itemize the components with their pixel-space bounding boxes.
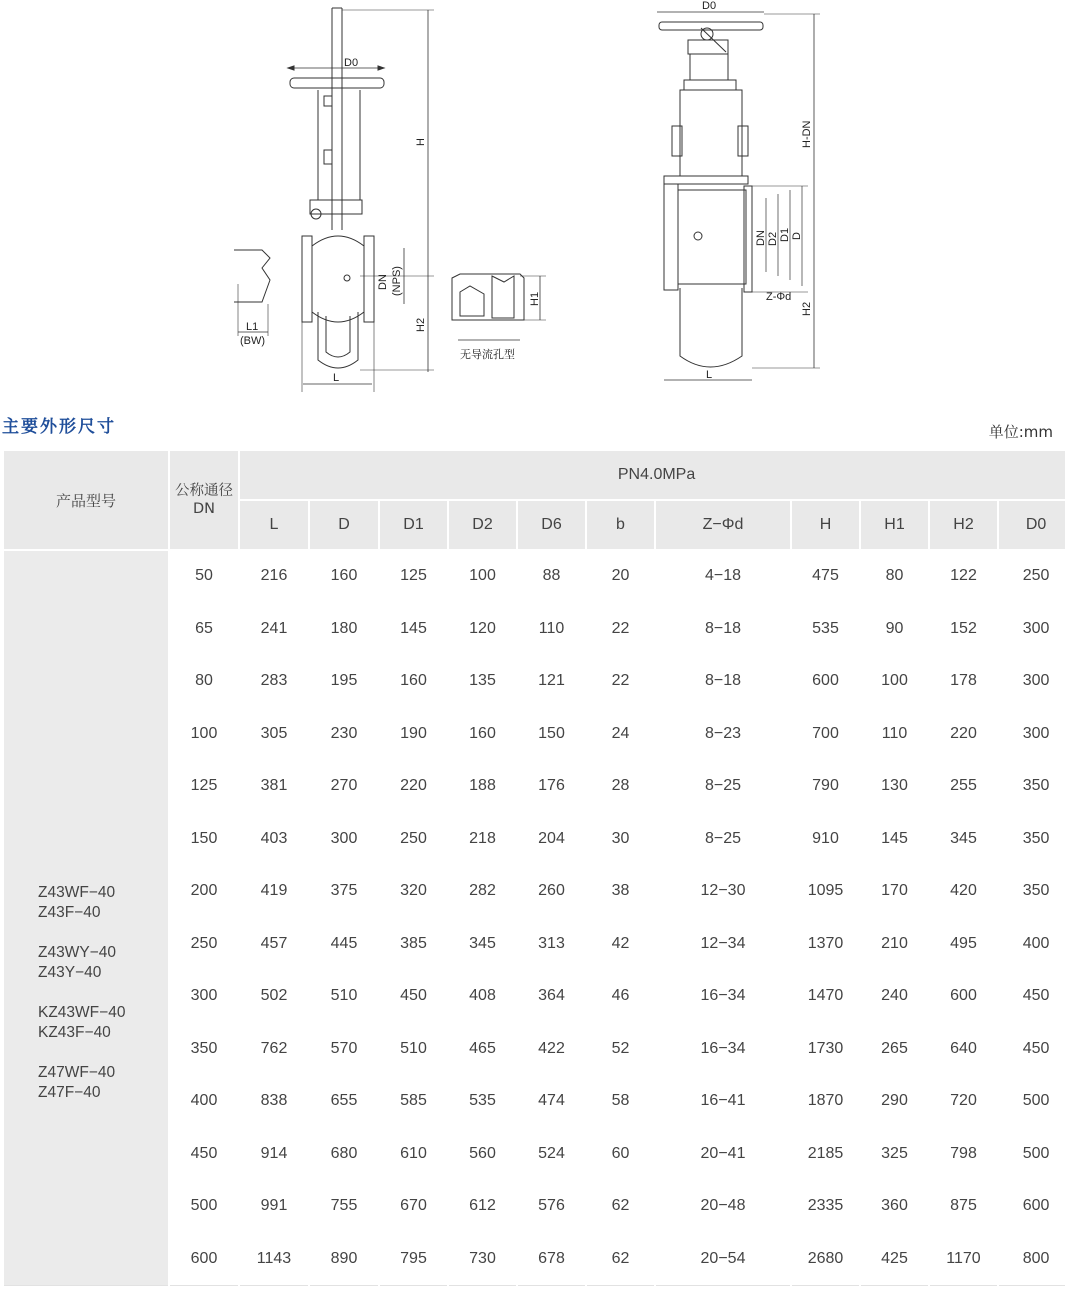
model-group bbox=[38, 883, 168, 923]
no-port-label: 无导流孔型 bbox=[460, 349, 515, 361]
value-cell: 576 bbox=[517, 1180, 586, 1233]
value-cell: 910 bbox=[791, 813, 860, 866]
dn-cell: 100 bbox=[169, 708, 239, 761]
value-cell: 422 bbox=[517, 1023, 586, 1076]
value-cell: 38 bbox=[586, 865, 655, 918]
value-cell: 88 bbox=[517, 550, 586, 603]
value-cell: 1143 bbox=[239, 1233, 309, 1286]
value-cell: 450 bbox=[998, 970, 1065, 1023]
value-cell: 16−34 bbox=[655, 1023, 791, 1076]
value-cell: 500 bbox=[998, 1075, 1065, 1128]
header-dn bbox=[169, 450, 239, 550]
value-cell: 42 bbox=[586, 918, 655, 971]
value-cell: 350 bbox=[998, 760, 1065, 813]
value-cell: 210 bbox=[860, 918, 929, 971]
valve-drawing bbox=[0, 0, 1065, 400]
value-cell: 730 bbox=[448, 1233, 517, 1286]
value-cell: 160 bbox=[309, 550, 379, 603]
value-cell: 125 bbox=[379, 550, 448, 603]
value-cell: 510 bbox=[309, 970, 379, 1023]
dim-d-right: D bbox=[791, 232, 803, 240]
value-cell: 325 bbox=[860, 1128, 929, 1181]
header-model: 产品型号 bbox=[3, 450, 169, 550]
model-cell bbox=[3, 550, 169, 1285]
dn-cell: 150 bbox=[169, 813, 239, 866]
dim-l1: L1 bbox=[246, 321, 259, 333]
value-cell: 28 bbox=[586, 760, 655, 813]
dim-h2-right: H2 bbox=[801, 301, 813, 316]
value-cell: 188 bbox=[448, 760, 517, 813]
value-cell: 220 bbox=[929, 708, 998, 761]
value-cell: 875 bbox=[929, 1180, 998, 1233]
value-cell: 475 bbox=[791, 550, 860, 603]
column-header: b bbox=[586, 500, 655, 550]
value-cell: 152 bbox=[929, 603, 998, 656]
dim-bw: (BW) bbox=[240, 335, 266, 347]
value-cell: 345 bbox=[929, 813, 998, 866]
value-cell: 1870 bbox=[791, 1075, 860, 1128]
value-cell: 120 bbox=[448, 603, 517, 656]
dn-cell: 80 bbox=[169, 655, 239, 708]
value-cell: 700 bbox=[791, 708, 860, 761]
column-header: D bbox=[309, 500, 379, 550]
dn-cell: 65 bbox=[169, 603, 239, 656]
value-cell: 655 bbox=[309, 1075, 379, 1128]
value-cell: 320 bbox=[379, 865, 448, 918]
value-cell: 535 bbox=[791, 603, 860, 656]
dim-l-right: L bbox=[706, 369, 713, 381]
value-cell: 220 bbox=[379, 760, 448, 813]
value-cell: 12−34 bbox=[655, 918, 791, 971]
value-cell: 282 bbox=[448, 865, 517, 918]
dn-cell: 450 bbox=[169, 1128, 239, 1181]
dim-dn-left: DN bbox=[377, 274, 389, 290]
value-cell: 600 bbox=[791, 655, 860, 708]
value-cell: 4−18 bbox=[655, 550, 791, 603]
value-cell: 495 bbox=[929, 918, 998, 971]
dn-cell: 250 bbox=[169, 918, 239, 971]
value-cell: 610 bbox=[379, 1128, 448, 1181]
dim-l-left: L bbox=[333, 372, 340, 384]
dim-h2-left: H2 bbox=[415, 317, 427, 332]
value-cell: 795 bbox=[379, 1233, 448, 1286]
value-cell: 300 bbox=[998, 655, 1065, 708]
dn-cell: 200 bbox=[169, 865, 239, 918]
value-cell: 62 bbox=[586, 1180, 655, 1233]
value-cell: 991 bbox=[239, 1180, 309, 1233]
value-cell: 290 bbox=[860, 1075, 929, 1128]
value-cell: 255 bbox=[929, 760, 998, 813]
value-cell: 190 bbox=[379, 708, 448, 761]
value-cell: 62 bbox=[586, 1233, 655, 1286]
value-cell: 680 bbox=[309, 1128, 379, 1181]
value-cell: 419 bbox=[239, 865, 309, 918]
value-cell: 100 bbox=[860, 655, 929, 708]
value-cell: 600 bbox=[998, 1180, 1065, 1233]
dim-zphid: Z-Φd bbox=[766, 291, 792, 303]
column-header: H1 bbox=[860, 500, 929, 550]
dim-nps-left: (NPS) bbox=[391, 266, 403, 296]
value-cell: 150 bbox=[517, 708, 586, 761]
section-title: 主要外形尺寸 bbox=[2, 417, 116, 437]
value-cell: 60 bbox=[586, 1128, 655, 1181]
value-cell: 1095 bbox=[791, 865, 860, 918]
value-cell: 145 bbox=[379, 603, 448, 656]
dim-d0-left: D0 bbox=[344, 57, 359, 69]
value-cell: 612 bbox=[448, 1180, 517, 1233]
dim-dn-right: DN bbox=[755, 230, 767, 246]
table-row bbox=[3, 550, 1065, 603]
value-cell: 400 bbox=[998, 918, 1065, 971]
value-cell: 176 bbox=[517, 760, 586, 813]
value-cell: 535 bbox=[448, 1075, 517, 1128]
value-cell: 313 bbox=[517, 918, 586, 971]
model-name: Z43F−40 bbox=[38, 903, 101, 921]
model-name: KZ43F−40 bbox=[38, 1023, 111, 1041]
value-cell: 1170 bbox=[929, 1233, 998, 1286]
value-cell: 22 bbox=[586, 655, 655, 708]
value-cell: 560 bbox=[448, 1128, 517, 1181]
value-cell: 403 bbox=[239, 813, 309, 866]
value-cell: 46 bbox=[586, 970, 655, 1023]
value-cell: 270 bbox=[309, 760, 379, 813]
value-cell: 305 bbox=[239, 708, 309, 761]
value-cell: 20−54 bbox=[655, 1233, 791, 1286]
column-header: D0 bbox=[998, 500, 1065, 550]
header-pressure: PN4.0MPa bbox=[239, 450, 1065, 500]
value-cell: 121 bbox=[517, 655, 586, 708]
model-name: KZ43WF−40 bbox=[38, 1003, 126, 1021]
value-cell: 2335 bbox=[791, 1180, 860, 1233]
dn-cell: 300 bbox=[169, 970, 239, 1023]
value-cell: 502 bbox=[239, 970, 309, 1023]
header-dn-line1: 公称通径 bbox=[175, 483, 233, 499]
dimension-table bbox=[2, 449, 1065, 1286]
value-cell: 2680 bbox=[791, 1233, 860, 1286]
value-cell: 58 bbox=[586, 1075, 655, 1128]
value-cell: 345 bbox=[448, 918, 517, 971]
valve-drawing-svg bbox=[0, 0, 1065, 400]
value-cell: 385 bbox=[379, 918, 448, 971]
value-cell: 510 bbox=[379, 1023, 448, 1076]
dim-d1-right: D1 bbox=[779, 227, 791, 242]
value-cell: 80 bbox=[860, 550, 929, 603]
model-name: Z43WF−40 bbox=[38, 883, 116, 901]
dim-h-dn: H-DN bbox=[801, 120, 813, 148]
value-cell: 230 bbox=[309, 708, 379, 761]
column-header: D6 bbox=[517, 500, 586, 550]
value-cell: 160 bbox=[448, 708, 517, 761]
value-cell: 145 bbox=[860, 813, 929, 866]
value-cell: 524 bbox=[517, 1128, 586, 1181]
value-cell: 465 bbox=[448, 1023, 517, 1076]
column-header: D2 bbox=[448, 500, 517, 550]
dim-h1: H1 bbox=[529, 291, 541, 306]
value-cell: 2185 bbox=[791, 1128, 860, 1181]
value-cell: 381 bbox=[239, 760, 309, 813]
value-cell: 790 bbox=[791, 760, 860, 813]
value-cell: 300 bbox=[998, 603, 1065, 656]
value-cell: 8−25 bbox=[655, 813, 791, 866]
table-body bbox=[3, 550, 1065, 1285]
value-cell: 360 bbox=[860, 1180, 929, 1233]
model-name: Z43Y−40 bbox=[38, 963, 102, 981]
value-cell: 670 bbox=[379, 1180, 448, 1233]
value-cell: 425 bbox=[860, 1233, 929, 1286]
value-cell: 216 bbox=[239, 550, 309, 603]
value-cell: 16−41 bbox=[655, 1075, 791, 1128]
column-header: D1 bbox=[379, 500, 448, 550]
dim-d2-right: D2 bbox=[767, 231, 779, 246]
model-name: Z43WY−40 bbox=[38, 943, 116, 961]
value-cell: 178 bbox=[929, 655, 998, 708]
model-group bbox=[38, 943, 168, 983]
dn-cell: 400 bbox=[169, 1075, 239, 1128]
value-cell: 24 bbox=[586, 708, 655, 761]
value-cell: 8−25 bbox=[655, 760, 791, 813]
value-cell: 8−18 bbox=[655, 603, 791, 656]
value-cell: 375 bbox=[309, 865, 379, 918]
value-cell: 755 bbox=[309, 1180, 379, 1233]
value-cell: 122 bbox=[929, 550, 998, 603]
column-header: Z−Φd bbox=[655, 500, 791, 550]
value-cell: 22 bbox=[586, 603, 655, 656]
value-cell: 250 bbox=[379, 813, 448, 866]
column-header: H bbox=[791, 500, 860, 550]
value-cell: 265 bbox=[860, 1023, 929, 1076]
value-cell: 52 bbox=[586, 1023, 655, 1076]
value-cell: 457 bbox=[239, 918, 309, 971]
value-cell: 12−30 bbox=[655, 865, 791, 918]
value-cell: 450 bbox=[998, 1023, 1065, 1076]
value-cell: 283 bbox=[239, 655, 309, 708]
value-cell: 890 bbox=[309, 1233, 379, 1286]
value-cell: 600 bbox=[929, 970, 998, 1023]
dn-cell: 600 bbox=[169, 1233, 239, 1286]
value-cell: 1470 bbox=[791, 970, 860, 1023]
value-cell: 762 bbox=[239, 1023, 309, 1076]
value-cell: 241 bbox=[239, 603, 309, 656]
value-cell: 16−34 bbox=[655, 970, 791, 1023]
value-cell: 250 bbox=[998, 550, 1065, 603]
value-cell: 570 bbox=[309, 1023, 379, 1076]
value-cell: 914 bbox=[239, 1128, 309, 1181]
value-cell: 300 bbox=[998, 708, 1065, 761]
value-cell: 195 bbox=[309, 655, 379, 708]
value-cell: 1370 bbox=[791, 918, 860, 971]
value-cell: 350 bbox=[998, 865, 1065, 918]
value-cell: 585 bbox=[379, 1075, 448, 1128]
value-cell: 100 bbox=[448, 550, 517, 603]
value-cell: 474 bbox=[517, 1075, 586, 1128]
value-cell: 678 bbox=[517, 1233, 586, 1286]
value-cell: 218 bbox=[448, 813, 517, 866]
value-cell: 640 bbox=[929, 1023, 998, 1076]
value-cell: 180 bbox=[309, 603, 379, 656]
value-cell: 90 bbox=[860, 603, 929, 656]
dim-h-left: H bbox=[415, 138, 427, 146]
value-cell: 260 bbox=[517, 865, 586, 918]
value-cell: 800 bbox=[998, 1233, 1065, 1286]
dn-cell: 125 bbox=[169, 760, 239, 813]
value-cell: 170 bbox=[860, 865, 929, 918]
model-name: Z47F−40 bbox=[38, 1083, 101, 1101]
value-cell: 420 bbox=[929, 865, 998, 918]
value-cell: 8−18 bbox=[655, 655, 791, 708]
value-cell: 445 bbox=[309, 918, 379, 971]
value-cell: 160 bbox=[379, 655, 448, 708]
value-cell: 130 bbox=[860, 760, 929, 813]
value-cell: 8−23 bbox=[655, 708, 791, 761]
value-cell: 450 bbox=[379, 970, 448, 1023]
model-group bbox=[38, 1003, 168, 1043]
value-cell: 408 bbox=[448, 970, 517, 1023]
column-header: H2 bbox=[929, 500, 998, 550]
value-cell: 20−41 bbox=[655, 1128, 791, 1181]
value-cell: 204 bbox=[517, 813, 586, 866]
dn-cell: 350 bbox=[169, 1023, 239, 1076]
unit-label: 单位:mm bbox=[988, 423, 1053, 441]
value-cell: 1730 bbox=[791, 1023, 860, 1076]
value-cell: 838 bbox=[239, 1075, 309, 1128]
dim-d0-right: D0 bbox=[702, 0, 717, 12]
value-cell: 350 bbox=[998, 813, 1065, 866]
value-cell: 110 bbox=[860, 708, 929, 761]
dn-cell: 50 bbox=[169, 550, 239, 603]
value-cell: 30 bbox=[586, 813, 655, 866]
value-cell: 364 bbox=[517, 970, 586, 1023]
column-header: L bbox=[239, 500, 309, 550]
value-cell: 720 bbox=[929, 1075, 998, 1128]
value-cell: 110 bbox=[517, 603, 586, 656]
value-cell: 240 bbox=[860, 970, 929, 1023]
dn-cell: 500 bbox=[169, 1180, 239, 1233]
value-cell: 500 bbox=[998, 1128, 1065, 1181]
value-cell: 20−48 bbox=[655, 1180, 791, 1233]
value-cell: 20 bbox=[586, 550, 655, 603]
header-dn-line2: DN bbox=[192, 501, 215, 517]
value-cell: 300 bbox=[309, 813, 379, 866]
value-cell: 135 bbox=[448, 655, 517, 708]
model-group bbox=[38, 1063, 168, 1103]
value-cell: 798 bbox=[929, 1128, 998, 1181]
model-name: Z47WF−40 bbox=[38, 1063, 116, 1081]
